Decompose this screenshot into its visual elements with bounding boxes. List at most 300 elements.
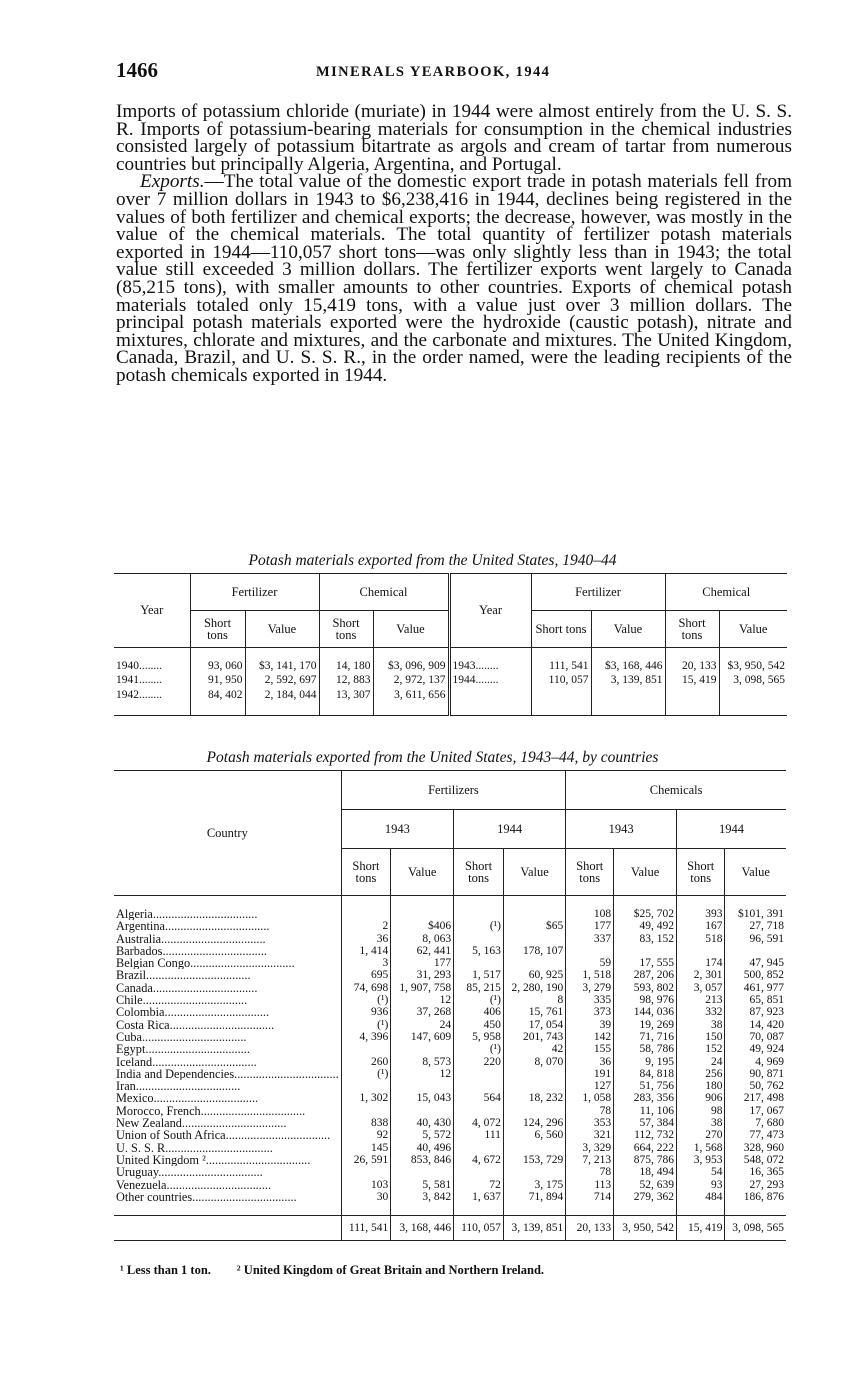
- data-cell: 16, 365: [749, 1166, 784, 1179]
- data-cell: 461, 977: [743, 981, 784, 994]
- table-row: Argentina.................................. 2 $406 (¹) $65 177 49, 492 167 27, 718: [116, 920, 784, 933]
- data-cell: 3, 329: [566, 1142, 614, 1154]
- data-cell: 906: [676, 1092, 724, 1104]
- paragraph-exports: [116, 173, 792, 384]
- data-cell: 3, 842: [391, 1191, 454, 1203]
- data-cell: 15, 043: [391, 1092, 454, 1104]
- table-row: Uruguay.................................. 78 18, 494 54 16, 365: [116, 1166, 784, 1179]
- data-cell: 26, 591: [341, 1154, 391, 1166]
- value-header: Value: [245, 611, 319, 648]
- data-cell: 1, 302: [341, 1092, 391, 1104]
- table-row: U. S. S. R................................... 145 40, 496 3, 329 664, 222 1, 568 328, 960: [116, 1141, 784, 1154]
- exports-lead: Exports.: [140, 171, 205, 193]
- data-cell: 36: [341, 933, 391, 945]
- data-cell: 108: [566, 908, 614, 920]
- table-row: Colombia.................................. 936 37, 268 406 15, 761 373 144, 036 332 87, 923: [116, 1006, 784, 1019]
- data-cell: 3, 139, 851: [591, 674, 665, 688]
- data-cell: 12, 883: [319, 674, 373, 688]
- data-cell: 321: [566, 1129, 614, 1141]
- data-cell: 27, 293: [749, 1178, 784, 1191]
- data-cell: [341, 1080, 391, 1092]
- table-row: 1940........ 93, 060 $3, 141, 170 14, 180 $3, 096, 909 1943........ 111, 541 $3, 168, 446 20, 133 $3, 950, 542: [114, 660, 787, 674]
- data-cell: 838: [341, 1117, 391, 1129]
- data-cell: 217, 498: [743, 1092, 784, 1105]
- data-cell: $65: [503, 920, 565, 932]
- total-cell: 20, 133: [566, 1216, 614, 1241]
- data-cell: $3, 950, 542: [727, 660, 785, 672]
- data-cell: 78: [566, 1166, 614, 1178]
- data-cell: $406: [391, 920, 454, 932]
- data-cell: (¹): [341, 994, 391, 1006]
- table-row: Mexico.................................. 1, 302 15, 043 564 18, 232 1, 058 283, 356 906 217, 498: [116, 1092, 784, 1105]
- data-cell: 71, 716: [614, 1031, 677, 1043]
- data-cell: 36: [566, 1056, 614, 1068]
- table-row: Algeria.................................. 108 $25, 702 393 $101, 391: [116, 908, 784, 921]
- data-cell: 213: [676, 994, 724, 1006]
- data-cell: 7, 680: [755, 1117, 784, 1130]
- data-cell: 8: [503, 994, 565, 1006]
- data-cell: 38: [676, 1117, 724, 1129]
- exports-by-country-table: [114, 770, 786, 1241]
- data-cell: [391, 1105, 454, 1117]
- year-cell: 1942: [116, 688, 139, 701]
- data-cell: [454, 933, 504, 945]
- fertilizers-header: Fertilizers: [341, 771, 566, 810]
- data-cell: 287, 206: [614, 969, 677, 981]
- table-row: 1942........ 84, 402 2, 184, 044 13, 307 3, 611, 656: [114, 689, 787, 703]
- country-name: Uruguay: [116, 1166, 159, 1179]
- value-header: Value: [719, 611, 787, 648]
- data-cell: 93, 060: [190, 660, 245, 674]
- table-row: Brazil.................................. 695 31, 293 1, 517 60, 925 1, 518 287, 206 2, 301 500, 852: [116, 969, 784, 982]
- country-name: Barbados: [116, 944, 163, 958]
- country-name: United Kingdom ²: [116, 1153, 206, 1167]
- data-cell: 875, 786: [614, 1154, 677, 1166]
- short-tons-header: Short tons: [341, 849, 391, 896]
- data-cell: [503, 1166, 565, 1178]
- data-cell: 5, 958: [454, 1031, 504, 1043]
- data-cell: 201, 743: [503, 1031, 565, 1043]
- total-cell: 3, 168, 446: [391, 1216, 454, 1241]
- data-cell: [454, 1068, 504, 1080]
- country-name: Chile: [116, 994, 143, 1007]
- table-row: Chile.................................. (¹) 12 (¹) 8 335 98, 976 213 65, 851: [116, 994, 784, 1007]
- value-header: Value: [614, 849, 677, 896]
- data-cell: 1, 058: [566, 1092, 614, 1104]
- exports-text: —The total value of the domestic export trade in potash materials fell from over 7 million dollars in 1943 to $6,238,416 in 1944, declines being registered in the values of both fertilizer and chemical exports; the decrease, however, was mostly in the value of the chemical materials. The total quantity of fertilizer potash materials exported in 1944—110,057 short tons—was only slightly less than in 1943; the total value still exceeded 3 million dollars. The fertilizer exports went largely to Canada (85,215 tons), with smaller amounts to other countries. Exports of chemical potash materials totaled only 15,419 tons, with a value just over 3 million dollars. The principal potash materials exported were the hydroxide (caustic potash), nitrate and mixtures, chlorate and mixtures, and the carbonate and mixtures. The United Kingdom, Canada, Brazil, and U. S. S. R., in the order named, were the leading recipients of the potash chemicals exported in 1944.: [116, 171, 792, 386]
- country-name: Venezuela: [116, 1178, 167, 1191]
- data-cell: 65, 851: [749, 994, 784, 1007]
- data-cell: 8, 070: [503, 1056, 565, 1068]
- country-name: Belgian Congo: [116, 957, 191, 970]
- data-cell: 853, 846: [391, 1154, 454, 1166]
- country-name: Argentina: [116, 920, 165, 933]
- data-cell: 49, 924: [749, 1043, 784, 1056]
- table-row: India and Dependencies.................................. (¹) 12 191 84, 818 256 90, 871: [116, 1067, 784, 1081]
- data-cell: 936: [341, 1006, 391, 1018]
- data-cell: 178, 107: [503, 945, 565, 957]
- data-cell: 4, 672: [454, 1154, 504, 1166]
- country-name: Iceland: [116, 1055, 153, 1068]
- data-cell: 98: [676, 1105, 724, 1117]
- data-cell: [341, 1105, 391, 1117]
- data-cell: [503, 908, 565, 920]
- data-cell: 14, 180: [319, 660, 373, 674]
- data-cell: 450: [454, 1019, 504, 1031]
- data-cell: 335: [566, 994, 614, 1006]
- short-tons-header: Short tons: [676, 849, 724, 896]
- year-1944-header: 1944: [676, 810, 786, 849]
- country-name: Brazil: [116, 969, 147, 982]
- country-name: India and Dependencies: [116, 1067, 235, 1081]
- footnote-2: ² United Kingdom of Great Britain and Northern Ireland.: [236, 1263, 545, 1277]
- data-cell: 593, 802: [614, 982, 677, 994]
- data-cell: 3: [341, 957, 391, 969]
- data-cell: (¹): [454, 994, 504, 1006]
- data-cell: 5, 581: [391, 1179, 454, 1191]
- short-tons-header: Short tons: [566, 849, 614, 896]
- year-1943-header: 1943: [566, 810, 677, 849]
- total-cell: 3, 139, 851: [503, 1216, 565, 1241]
- data-cell: 167: [676, 920, 724, 932]
- data-cell: 57, 384: [614, 1117, 677, 1129]
- data-cell: 393: [676, 908, 724, 920]
- data-cell: 40, 496: [391, 1142, 454, 1154]
- data-cell: 12: [391, 1068, 454, 1080]
- data-cell: 270: [676, 1129, 724, 1141]
- data-cell: 87, 923: [749, 1006, 784, 1019]
- data-cell: 337: [566, 933, 614, 945]
- chemical-header: Chemical: [665, 574, 787, 611]
- data-cell: 3, 057: [676, 982, 724, 994]
- table-row: Venezuela.................................. 103 5, 581 72 3, 175 113 52, 639 93 27, 293: [116, 1178, 784, 1191]
- data-cell: (¹): [341, 1019, 391, 1031]
- table-row: Costa Rica.................................. (¹) 24 450 17, 054 39 19, 269 38 14, 420: [116, 1018, 784, 1031]
- data-cell: 260: [341, 1056, 391, 1068]
- data-cell: 484: [676, 1191, 724, 1203]
- data-cell: 20, 133: [665, 660, 719, 674]
- data-cell: [341, 1166, 391, 1178]
- data-cell: 27, 718: [749, 920, 784, 933]
- data-cell: 1, 518: [566, 969, 614, 981]
- country-name: U. S. S. R.: [116, 1141, 169, 1154]
- data-cell: 72: [454, 1179, 504, 1191]
- data-cell: 70, 087: [749, 1030, 784, 1043]
- running-head: MINERALS YEARBOOK, 1944: [316, 64, 551, 80]
- year-1943-header: 1943: [341, 810, 453, 849]
- data-cell: 714: [566, 1191, 614, 1203]
- data-cell: 96, 591: [749, 932, 784, 945]
- value-header: Value: [391, 849, 454, 896]
- table1-caption: Potash materials exported from the United States, 1940–44: [248, 552, 617, 569]
- data-cell: 93: [676, 1179, 724, 1191]
- country-name: Algeria: [116, 908, 153, 921]
- data-cell: 2, 184, 044: [245, 689, 319, 703]
- data-cell: 51, 756: [614, 1080, 677, 1092]
- data-cell: $3, 096, 909: [373, 660, 449, 674]
- data-cell: [454, 1105, 504, 1117]
- data-cell: 37, 268: [391, 1006, 454, 1018]
- data-cell: 90, 871: [749, 1067, 784, 1080]
- data-cell: 47, 945: [749, 957, 784, 970]
- data-cell: 12: [391, 994, 454, 1006]
- data-cell: 4, 396: [341, 1031, 391, 1043]
- page-number: 1466: [116, 58, 158, 82]
- year-cell: 1943: [452, 660, 476, 672]
- data-cell: [391, 1080, 454, 1092]
- fertilizer-header: Fertilizer: [531, 574, 665, 611]
- data-cell: 3, 175: [503, 1179, 565, 1191]
- data-cell: $25, 702: [614, 908, 677, 920]
- country-name: New Zealand: [116, 1117, 182, 1130]
- country-header: Country: [114, 771, 341, 896]
- data-cell: 17, 067: [749, 1104, 784, 1117]
- data-cell: 174: [676, 957, 724, 969]
- data-cell: 91, 950: [190, 674, 245, 688]
- data-cell: 256: [676, 1068, 724, 1080]
- country-name: Cuba: [116, 1030, 142, 1044]
- data-cell: 2: [341, 920, 391, 932]
- data-cell: 695: [341, 969, 391, 981]
- year-header: Year: [114, 574, 190, 648]
- data-cell: [454, 908, 504, 920]
- data-cell: 11, 106: [614, 1105, 677, 1117]
- data-cell: 83, 152: [614, 933, 677, 945]
- country-name: Morocco, French: [116, 1104, 201, 1118]
- data-cell: 144, 036: [614, 1006, 677, 1018]
- data-cell: 191: [566, 1068, 614, 1080]
- total-cell: 3, 098, 565: [725, 1216, 786, 1241]
- data-cell: 6, 560: [503, 1129, 565, 1141]
- data-cell: 1, 907, 758: [391, 982, 454, 994]
- total-cell: 15, 419: [676, 1216, 724, 1241]
- data-cell: 112, 732: [614, 1129, 677, 1141]
- value-header: Value: [373, 611, 449, 648]
- table2-caption: Potash materials exported from the United States, 1943–44, by countries: [206, 749, 659, 766]
- country-name: Canada: [116, 981, 153, 995]
- data-cell: (¹): [454, 1043, 504, 1055]
- data-cell: 78: [566, 1105, 614, 1117]
- data-cell: 2, 592, 697: [245, 674, 319, 688]
- data-cell: 332: [676, 1006, 724, 1018]
- country-name: Australia: [116, 932, 162, 945]
- short-tons-header: Short tons: [531, 611, 591, 648]
- country-name: Other countries: [116, 1190, 193, 1204]
- data-cell: 142: [566, 1031, 614, 1043]
- total-cell: 111, 541: [341, 1216, 391, 1241]
- data-cell: 1, 517: [454, 969, 504, 981]
- data-cell: 5, 572: [391, 1129, 454, 1141]
- data-cell: 52, 639: [614, 1179, 677, 1191]
- footnotes: [120, 1263, 544, 1278]
- table-row: New Zealand.................................. 838 40, 430 4, 072 124, 296 353 57, 384 38 7, 680: [116, 1117, 784, 1130]
- country-name: Egypt: [116, 1043, 146, 1056]
- country-name: Mexico: [116, 1092, 154, 1105]
- data-cell: 18, 494: [614, 1166, 677, 1178]
- data-cell: 71, 894: [503, 1191, 565, 1203]
- data-cell: 152: [676, 1043, 724, 1055]
- table-row: Morocco, French.................................. 78 11, 106 98 17, 067: [116, 1104, 784, 1118]
- data-cell: [503, 933, 565, 945]
- data-cell: 406: [454, 1006, 504, 1018]
- data-cell: 4, 072: [454, 1117, 504, 1129]
- data-cell: [341, 1043, 391, 1055]
- data-cell: 1, 637: [454, 1191, 504, 1203]
- data-cell: 14, 420: [749, 1018, 784, 1031]
- table-row: 1941........ 91, 950 2, 592, 697 12, 883 2, 972, 137 1944........ 110, 057 3, 139, 851 15, 419 3, 098, 565: [114, 674, 787, 688]
- data-cell: [503, 1080, 565, 1092]
- data-cell: 60, 925: [503, 969, 565, 981]
- data-cell: 2, 972, 137: [373, 674, 449, 688]
- data-cell: 8, 063: [391, 933, 454, 945]
- data-cell: 31, 293: [391, 969, 454, 981]
- paragraph-imports: Imports of potassium chloride (muriate) in 1944 were almost entirely from the U. S. S. R. Imports of potassium-bearing materials for consumption in the chemical industries consisted largely of potassium bitartrate as argols and cream of tartar from numerous countries but principally Algeria, Argentina, and Portugal.: [116, 101, 792, 175]
- data-cell: 3, 279: [566, 982, 614, 994]
- data-cell: 145: [341, 1142, 391, 1154]
- total-cell: 110, 057: [454, 1216, 504, 1241]
- data-cell: [391, 1043, 454, 1055]
- chemical-header: Chemical: [319, 574, 449, 611]
- data-cell: 42: [503, 1043, 565, 1055]
- footnote-1: ¹ Less than 1 ton.: [120, 1263, 211, 1277]
- data-cell: 9, 195: [614, 1056, 677, 1068]
- value-header: Value: [725, 849, 786, 896]
- data-cell: 85, 215: [454, 982, 504, 994]
- data-cell: 74, 698: [341, 982, 391, 994]
- data-cell: 664, 222: [614, 1142, 677, 1154]
- data-cell: 15, 761: [503, 1006, 565, 1018]
- data-cell: $101, 391: [738, 908, 784, 920]
- data-cell: 92: [341, 1129, 391, 1141]
- data-cell: 30: [341, 1191, 391, 1203]
- data-cell: 147, 609: [391, 1031, 454, 1043]
- data-cell: 186, 876: [743, 1190, 784, 1203]
- data-cell: 58, 786: [614, 1043, 677, 1055]
- year-1944-header: 1944: [454, 810, 566, 849]
- data-cell: (¹): [341, 1068, 391, 1080]
- data-cell: 18, 232: [503, 1092, 565, 1104]
- value-header: Value: [503, 849, 565, 896]
- short-tons-header: Short tons: [319, 611, 373, 648]
- data-cell: 177: [391, 957, 454, 969]
- short-tons-header: Short tons: [190, 611, 245, 648]
- body-text: [116, 103, 792, 385]
- table-row: Canada.................................. 74, 698 1, 907, 758 85, 215 2, 280, 190 3, 279 593, 802 3, 057 461, 977: [116, 981, 784, 995]
- data-cell: 49, 492: [614, 920, 677, 932]
- data-cell: 24: [676, 1056, 724, 1068]
- data-cell: [454, 957, 504, 969]
- data-cell: 353: [566, 1117, 614, 1129]
- data-cell: [341, 908, 391, 920]
- data-cell: 103: [341, 1179, 391, 1191]
- data-cell: [503, 957, 565, 969]
- fertilizer-header: Fertilizer: [190, 574, 319, 611]
- data-cell: [725, 945, 786, 957]
- data-cell: 5, 163: [454, 945, 504, 957]
- data-cell: 77, 473: [749, 1129, 784, 1142]
- data-cell: 84, 818: [614, 1068, 677, 1080]
- data-cell: 3, 953: [676, 1154, 724, 1166]
- chemicals-header: Chemicals: [566, 771, 786, 810]
- data-cell: 2, 301: [676, 969, 724, 981]
- table-row: Australia.................................. 36 8, 063 337 83, 152 518 96, 591: [116, 932, 784, 945]
- data-cell: 17, 054: [503, 1019, 565, 1031]
- data-cell: 153, 729: [503, 1154, 565, 1166]
- data-cell: 113: [566, 1179, 614, 1191]
- data-cell: [676, 945, 724, 957]
- data-cell: 84, 402: [190, 689, 245, 703]
- data-cell: 13, 307: [319, 689, 373, 703]
- data-cell: 283, 356: [614, 1092, 677, 1104]
- table-row: Barbados.................................. 1, 414 62, 441 5, 163 178, 107: [114, 945, 786, 957]
- table-row: United Kingdom ².................................. 26, 591 853, 846 4, 672 153, 729 7, 213 875, 786 3, 953 548, 072: [116, 1153, 784, 1167]
- data-cell: 124, 296: [503, 1117, 565, 1129]
- exports-by-year-table: [114, 573, 787, 716]
- data-cell: 7, 213: [566, 1154, 614, 1166]
- data-cell: [454, 1166, 504, 1178]
- data-cell: 150: [676, 1031, 724, 1043]
- data-cell: 328, 960: [743, 1141, 784, 1154]
- data-cell: 40, 430: [391, 1117, 454, 1129]
- table-row: Iceland.................................. 260 8, 573 220 8, 070 36 9, 195 24 4, 969: [116, 1055, 784, 1068]
- data-cell: 1, 568: [676, 1142, 724, 1154]
- data-cell: 518: [676, 933, 724, 945]
- data-cell: 4, 969: [755, 1055, 784, 1068]
- data-cell: 155: [566, 1043, 614, 1055]
- country-name: Colombia: [116, 1006, 165, 1019]
- data-cell: [614, 945, 677, 957]
- table-row: Union of South Africa.................................. 92 5, 572 111 6, 560 321 112, 732 270 77, 473: [116, 1129, 784, 1142]
- data-cell: 54: [676, 1166, 724, 1178]
- data-cell: 59: [566, 957, 614, 969]
- data-cell: 19, 269: [614, 1019, 677, 1031]
- total-cell: 3, 950, 542: [614, 1216, 677, 1241]
- table-row: Other countries.................................. 30 3, 842 1, 637 71, 894 714 279, 362 484 186, 876: [116, 1190, 784, 1204]
- data-cell: 38: [676, 1019, 724, 1031]
- data-cell: 50, 762: [749, 1080, 784, 1093]
- data-cell: 548, 072: [743, 1153, 784, 1166]
- data-cell: 180: [676, 1080, 724, 1092]
- data-cell: 15, 419: [665, 674, 719, 688]
- data-cell: 373: [566, 1006, 614, 1018]
- data-cell: [503, 1142, 565, 1154]
- data-cell: (¹): [454, 920, 504, 932]
- data-cell: 39: [566, 1019, 614, 1031]
- data-cell: 220: [454, 1056, 504, 1068]
- data-cell: 17, 555: [614, 957, 677, 969]
- table-row: Belgian Congo.................................. 3 177 59 17, 555 174 47, 945: [116, 957, 784, 970]
- data-cell: 98, 976: [614, 994, 677, 1006]
- data-cell: 24: [391, 1019, 454, 1031]
- country-name: Union of South Africa: [116, 1129, 226, 1142]
- table-row: Cuba.................................. 4, 396 147, 609 5, 958 201, 743 142 71, 716 150 70, 087: [116, 1030, 784, 1044]
- data-cell: $3, 168, 446: [591, 660, 665, 674]
- data-cell: [391, 1166, 454, 1178]
- data-cell: 564: [454, 1092, 504, 1104]
- table-row: Iran.................................. 127 51, 756 180 50, 762: [116, 1080, 784, 1093]
- country-name: Costa Rica: [116, 1018, 170, 1031]
- data-cell: [454, 1080, 504, 1092]
- data-cell: [566, 945, 614, 957]
- data-cell: 500, 852: [743, 969, 784, 982]
- data-cell: 177: [566, 920, 614, 932]
- year-cell: 1941: [116, 674, 139, 687]
- data-cell: 111, 541: [531, 660, 591, 674]
- data-cell: [503, 1105, 565, 1117]
- data-cell: 3, 611, 656: [373, 689, 449, 703]
- data-cell: [503, 1068, 565, 1080]
- year-cell: 1940: [116, 660, 139, 672]
